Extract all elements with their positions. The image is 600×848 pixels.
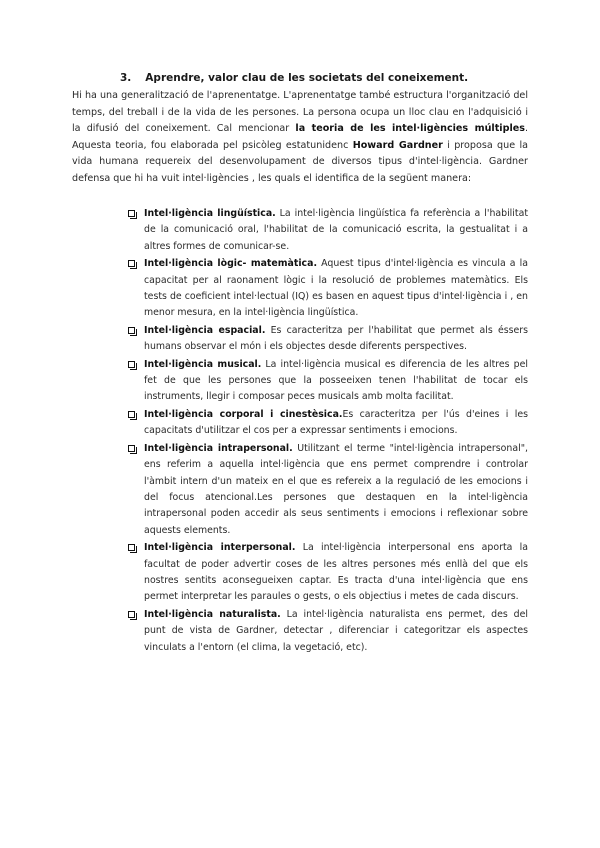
intro-text-1: Hi ha una generalització de l'aprenentatge. L'aprenentatge també estructura l'organització del temps, del treball i de la vida de les persones. La persona ocupa un lloc clau en l'adquisició i la difusió del coneixement. Cal mencionar: [72, 90, 528, 135]
item-text: Aquest tipus d'intel·ligència es vincula a la capacitat per al raonament lògic i la resolució de problemes matemàtics. Els tests de coeficient intel·lectual (IQ) es basen en aquest tipus d'intel·ligència i , en menor mesura, en la intel·ligència lingüística.: [144, 258, 528, 319]
checkbox-bullet-icon: [128, 544, 135, 551]
checkbox-bullet-icon: [128, 411, 135, 418]
item-term: Intel·ligència intrapersonal.: [144, 442, 293, 454]
item-term: Intel·ligència naturalista.: [144, 608, 281, 620]
list-item: [128, 407, 528, 440]
item-text: La intel·ligència lingüística fa referència a l'habilitat de la comunicació oral, l'habilitat de la comunicació escrita, la gestualitat i a altres formes de comunicar-se.: [144, 208, 528, 252]
item-text: Es caracteritza per l'habilitat que permet als éssers humans observar el món i els objectes desde diferents perspectives.: [144, 324, 528, 353]
list-item: [128, 540, 528, 606]
item-text: La intel·ligència interpersonal ens aporta la facultat de poder advertir coses de les altres persones més enllà del que els nostres sentits aconsegueixen captar. Es tracta d'una intel·ligència que ens permet interpretar les paraules o gests, o els objectius i metes de cada discurs.: [144, 542, 528, 603]
item-term: Intel·ligència lògic- matemàtica.: [144, 258, 318, 270]
checkbox-bullet-icon: [128, 210, 135, 217]
list-item: [128, 206, 528, 255]
item-term: Intel·ligència corporal i cinestèsica.: [144, 408, 343, 420]
section-heading: [120, 72, 468, 84]
checkbox-bullet-icon: [128, 361, 135, 368]
item-term: Intel·ligència interpersonal.: [144, 542, 296, 554]
list-item: [128, 441, 528, 539]
item-text: Es caracteritza per l'ús d'eines i les capacitats d'utilitzar el cos per a expressar sentiments i emocions.: [144, 408, 528, 437]
author-name: Howard Gardner: [352, 139, 443, 151]
checkbox-bullet-icon: [128, 260, 135, 267]
list-item: [128, 607, 528, 656]
intro-text-3: i proposa que la vida humana requereix del desenvolupament de diversos tipus d'intel·ligència. Gardner defensa que hi ha vuit intel·ligències , les quals el identifica de la següent manera:: [72, 139, 528, 184]
checkbox-bullet-icon: [128, 611, 135, 618]
checkbox-bullet-icon: [128, 445, 135, 452]
section-title: Aprendre, valor clau de les societats del coneixement.: [145, 72, 469, 84]
item-term: Intel·ligència lingüística.: [144, 208, 276, 219]
item-term: Intel·ligència musical.: [144, 358, 262, 370]
intelligences-list: [128, 206, 528, 657]
section-number: 3.: [120, 72, 132, 84]
list-item: [128, 323, 528, 356]
list-item: [128, 357, 528, 406]
theory-term: la teoria de les intel·ligències múltiples: [295, 123, 525, 135]
item-text: Utilitzant el terme "intel·ligència intrapersonal", ens referim a aquella intel·ligència que ens permet comprendre i controlar l'àmbit intern d'un mateix en el que es refereix a la regulació de les emocions i del focus atencional.Les persones que destaquen en la intel·ligència intrapersonal poden accedir als seus sentiments i emocions i reflexionar sobre aquests elements.: [144, 442, 528, 536]
item-text: La intel·ligència naturalista ens permet, des del punt de vista de Gardner, detectar , diferenciar i categoritzar els aspectes vinculats a l'entorn (el clima, la vegetació, etc).: [144, 608, 528, 653]
list-item: [128, 256, 528, 322]
item-term: Intel·ligència espacial.: [144, 324, 266, 336]
intro-text-2: . Aquesta teoria, fou elaborada pel psicòleg estatunidenc: [72, 123, 529, 151]
checkbox-bullet-icon: [128, 327, 135, 334]
intro-paragraph: [72, 88, 528, 188]
item-text: La intel·ligència musical es diferencia de les altres pel fet de que les persones que la posseeixen tenen l'habilitat de tocar els instruments, llegir i composar peces musicals amb molta facilitat.: [144, 358, 528, 403]
